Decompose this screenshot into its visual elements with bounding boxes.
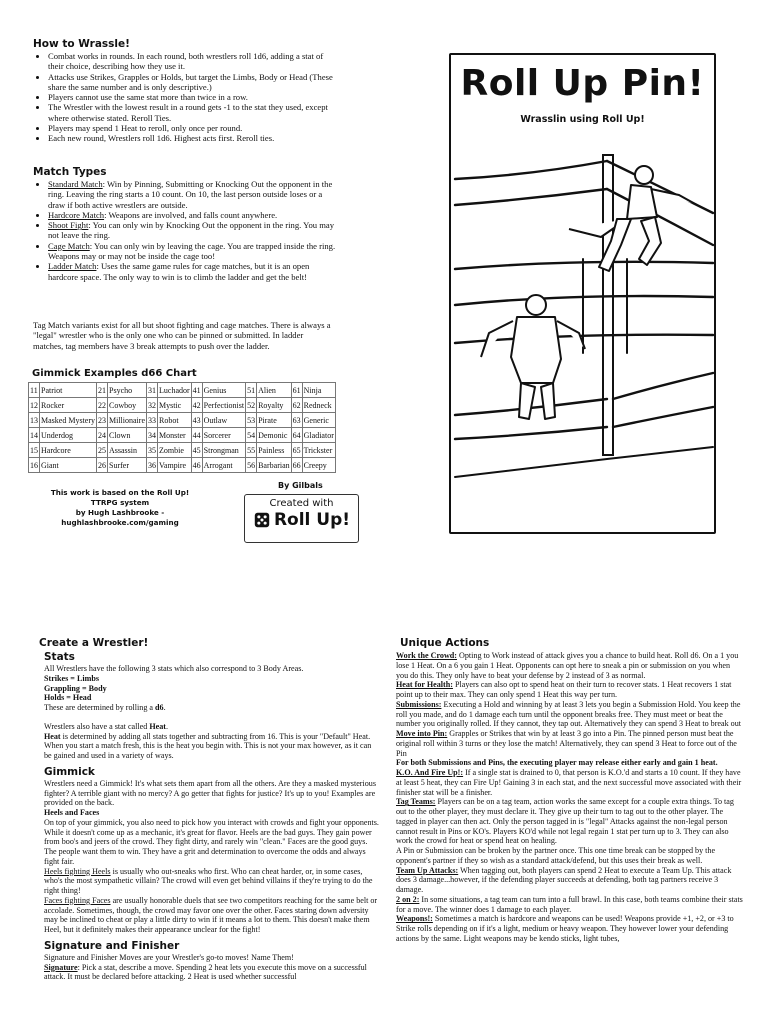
gimmick-roll-cell: 41 [191,383,202,398]
gimmick-name-cell: Gladiator [302,428,335,443]
gimmick-name-cell: Ninja [302,383,335,398]
gimmick-roll-cell: 14 [29,428,40,443]
stats-intro: All Wrestlers have the following 3 stats which also correspond to 3 Body Areas. [44,664,304,673]
gimmick-table [28,382,336,473]
gimmick-roll-cell: 26 [97,458,108,473]
signature-intro: Signature and Finisher Moves are your Wrestler's go-to moves! Name Them! [44,952,294,962]
match-types-section [33,166,340,282]
table-row [29,398,336,413]
table-row [29,428,336,443]
stat-line: Grappling = Body [44,683,107,693]
text: Wrestlers also have a stat called [44,721,150,731]
gimmick-roll-cell: 63 [291,413,302,428]
stat-line: Holds = Head [44,693,92,703]
text: . [163,703,166,712]
text: Signature [44,962,78,972]
create-title: Create a Wrestler! [39,637,149,649]
table-row [29,383,336,398]
gimmick-roll-cell: 46 [191,458,202,473]
gimmick-name-cell: Generic [302,413,335,428]
gimmick-roll-cell: 43 [191,413,202,428]
gimmick-chart [28,367,336,473]
match-desc: : You can only win by Knocking Out the opponent in the ring. You may not leave the ring. [48,220,334,241]
gimmick-roll-cell: 64 [291,428,302,443]
gimmick-name-cell: Giant [40,458,97,473]
list-item: • Players cannot use the same stat more than twice in a row. [48,92,340,102]
text: Heels fighting Heels [44,866,111,876]
gimmick-name-cell: Monster [158,428,192,443]
text: is determined by adding all stats together and subtracting from 16. This is your "Default" Heat. When you start a match fresh, this is the heat you begin with. This is not your max however, as it can be gained and used in a variety of ways. [44,731,372,760]
gimmick-name-cell: Millionaire [108,413,147,428]
gimmick-name-cell: Cowboy [108,398,147,413]
action-item [396,700,744,729]
wrestling-ring-illustration [451,147,714,527]
text: Heat [44,731,61,741]
action-label: Work the Crowd: [396,651,458,660]
gimmick-chart-title: Gimmick Examples d66 Chart [32,368,197,379]
how-to-list [33,51,340,144]
match-name: Hardcore Match [48,209,105,220]
gimmick-roll-cell: 12 [29,398,40,413]
gimmick-title: Gimmick [44,765,95,778]
gimmick-roll-cell: 13 [29,413,40,428]
created-with-label: Created with [269,498,334,509]
gimmick-name-cell: Strongman [202,443,245,458]
action-text: Opting to Work instead of attack gives you a chance to build heat. Roll d6. On a 1 you lose 1 Heat. On a 6 you gain 1 Heat. Opponents can opt here to sneak a pin or submission on you when you do this. They only have to beat your defense by 2 instead of 3 as normal. [396,651,739,680]
list-item [48,220,340,241]
gimmick-roll-cell: 35 [147,443,158,458]
list-item [48,210,340,220]
gimmick-roll-cell: 42 [191,398,202,413]
gimmick-name-cell: Trickster [302,443,335,458]
list-item: • The Wrestler with the lowest result in a round gets -1 to the stat they used, except where otherwise stated. Reroll Ties. [48,102,340,123]
gimmick-roll-cell: 23 [97,413,108,428]
list-item [48,241,340,262]
gimmick-roll-cell: 11 [29,383,40,398]
gimmick-name-cell: Mystic [158,398,192,413]
gimmick-name-cell: Barbarian [257,458,292,473]
gimmick-name-cell: Patriot [40,383,97,398]
gimmick-name-cell: Masked Mystery [40,413,97,428]
how-to-section [33,38,340,144]
match-name: Cage Match [48,240,90,251]
cover-subtitle: Wrasslin using Roll Up! [520,114,645,125]
unique-actions-title: Unique Actions [400,637,490,649]
heat-paragraph [44,732,379,761]
gimmick-name-cell: Luchador [158,383,192,398]
unique-actions-body [396,651,744,944]
action-item [396,768,744,797]
gimmick-roll-cell: 32 [147,398,158,413]
gimmick-name-cell: Vampire [158,458,192,473]
gimmick-roll-cell: 65 [291,443,302,458]
action-text: If a single stat is drained to 0, that person is K.O.'d and starts a 10 count. If they have at least 5 heat, they can Fire Up! Gaining 3 in each stat, and the next successful move associated with their finisher stat will be a finisher. [396,768,742,797]
faces-text: On top of your gimmick, you also need to pick how you interact with crowds and fight your opponents. While it doesn't come up as a mechanic, it's great for flavor. Heels are the bad guys. They gain power from boo's and jeers of the crowd. They fight dirty, and rarely win "clean." Faces are the good guys. The people want them to win. They have a grit and determination to overcome the odds and always fight fair. [44,817,379,866]
list-item: • Attacks use Strikes, Grapples or Holds, but target the Limbs, Body or Head (These share the same number and is only descriptive.) [48,72,340,93]
rollup-logo [245,510,358,530]
gimmick-name-cell: Hardcore [40,443,97,458]
list-item: • Each new round, Wrestlers roll 1d6. Highest acts first. Reroll ties. [48,133,340,143]
text: Faces fighting Faces [44,895,111,905]
credit-line: TTRPG system [90,498,150,507]
gimmick-name-cell: Perfectionist [202,398,245,413]
action-item [396,729,744,758]
gimmick-name-cell: Royalty [257,398,292,413]
how-to-title: How to Wrassle! [33,38,130,50]
gimmick-name-cell: Zombie [158,443,192,458]
gimmick-name-cell: Surfer [108,458,147,473]
gimmick-name-cell: Demonic [257,428,292,443]
credit-line: by Hugh Lashbrooke - [75,508,165,517]
gimmick-roll-cell: 56 [246,458,257,473]
match-desc: : You can only win by leaving the cage. You are trapped inside the ring. Weapons may or may not be inside the cage too! [48,240,336,262]
match-name: Ladder Match [48,261,97,272]
action-label: Tag Teams: [396,797,436,807]
text: Heat [149,721,166,731]
gimmick-roll-cell: 62 [291,398,302,413]
cover-title: Roll Up Pin! [460,63,705,104]
text: are usually honorable duels that see two competitors reaching for the same belt or accolade. Sometimes, though, the crowd may favor one over the other. Faces staring down adversity may be inclined to cheat or play a little dirty to win if it means a lot to them. This doesn't make them Heel, but it definitely makes their appearance unclear for the fight! [44,895,378,934]
match-types-list [33,179,340,282]
heat-intro [44,722,379,732]
text: These are determined by rolling a [44,703,156,712]
gimmick-name-cell: Outlaw [202,413,245,428]
table-row [29,413,336,428]
action-text: In some situations, a tag team can turn into a full brawl. In this case, both teams combine their stats for a move. The winner does 1 damage to each player. [396,894,743,914]
gimmick-name-cell: Arrogant [202,458,245,473]
action-text: When tagging out, both players can spend 2 Heat to execute a Team Up. This attack does 3 damage...however, if the defending player succeeds at defending, both tag partners receive 3 damage. [396,865,732,894]
action-label: Move into Pin: [396,729,448,738]
match-types-title: Match Types [33,166,107,178]
list-item [48,261,340,282]
gimmick-name-cell: Rocker [40,398,97,413]
gimmick-name-cell: Assassin [108,443,147,458]
list-item: • Players may spend 1 Heat to reroll, only once per round. [48,123,340,133]
faces-fight-paragraph [44,896,379,935]
action-label: Submissions: [396,699,442,709]
gimmick-name-cell: Creepy [302,458,335,473]
text: d6 [155,703,164,712]
gimmick-roll-cell: 66 [291,458,302,473]
action-label: Heat for Health: [396,680,453,690]
gimmick-roll-cell: 51 [246,383,257,398]
gimmick-roll-cell: 53 [246,413,257,428]
created-with-badge [244,494,359,543]
gimmick-roll-cell: 21 [97,383,108,398]
create-wrestler-section [39,637,379,982]
gimmick-roll-cell: 61 [291,383,302,398]
gimmick-name-cell: Clown [108,428,147,443]
gimmick-body [44,779,379,935]
tag-match-note: Tag Match variants exist for all but shoot fighting and cage matches. There is always a "legal" wrestler who is the only one who can be pinned or submitted. In ladder matches, tag members have 3 break attempts to push over the ladder. [33,320,331,351]
list-item [48,179,340,210]
gimmick-roll-cell: 24 [97,428,108,443]
action-label: 2 on 2: [396,894,420,904]
match-desc: : Win by Pinning, Submitting or Knocking Out the opponent in the ring. Leaving the ring starts a 10 count. On 10, the last person outside loses or a draw if both active wrestlers are outside. [48,179,333,210]
signature-title: Signature and Finisher [44,939,180,952]
action-text: Sometimes a match is hardcore and weapons can be used! Weapons provide +1, +2, or +3 to Strike rolls depending on if it's a light, medium or heavy weapon. They however lower your defending actions by the same. Light weapons may be kendo sticks, light tubes, [396,914,734,943]
gimmick-roll-cell: 16 [29,458,40,473]
gimmick-roll-cell: 31 [147,383,158,398]
gimmick-name-cell: Painless [257,443,292,458]
list-item: • Combat works in rounds. In each round, both wrestlers roll 1d6, adding a stat of their choice, describing how they use it. [48,51,340,72]
credit-block [40,488,200,528]
gimmick-name-cell: Redneck [302,398,335,413]
action-item [396,680,744,700]
stat-line: Strikes = Limbs [44,673,99,683]
table-row [29,458,336,473]
gimmick-roll-cell: 25 [97,443,108,458]
match-name: Standard Match [48,179,103,189]
action-item [396,797,744,846]
unique-actions-section [396,637,744,1024]
signature-paragraph [44,963,379,983]
stats-body [44,664,379,761]
action-item [396,866,744,895]
rollup-logo-text: Roll Up! [273,510,351,530]
table-row [29,443,336,458]
gimmick-name-cell: Alien [257,383,292,398]
gimmick-roll-cell: 36 [147,458,158,473]
action-item [396,914,744,943]
signature-body [44,953,379,982]
action-text: Players can be on a tag team, action works the same except for a couple extra things. To tag out to the other player, they must declare it. They give up their turn to tag out to the other player. The tagged in player can then act. Only the person tagged in is "legal" Attacks against the non-legal person cannot result in Pins or KO's. Players KO'd while not legal regain 1 stat per turn up to 3. They can also work the crowd for heat or spend heat on healing. [396,797,734,846]
faces-title: Heels and Faces [44,808,100,817]
action-item [396,651,744,680]
tag-break-note: A Pin or Submission can be broken by the partner once. This one time break can be stopped by the opponent's partner if they so wish as a standard attack/defend, but this uses their break as well. [396,846,716,865]
gimmick-roll-cell: 22 [97,398,108,413]
text: : Pick a stat, describe a move. Spending 2 heat lets you execute this move on a successful attack. It must be declared before attacking. 2 Heat is used whether successful [44,962,367,982]
stats-title: Stats [44,651,75,663]
action-text: Grapples or Strikes that win by at least 3 go into a Pin. The pinned person must beat the original roll within 3 turns or they lose the match! Alternatively, they can spend 3 Heat to force out of the Pin [396,729,737,758]
gimmick-text: Wrestlers need a Gimmick! It's what sets them apart from all the others. Are they a masked mysterious fighter? A terrible giant with no mercy? A go getter that fights for justice? It's up to you! Examples are provided on the back. [44,778,376,808]
credit-line: hughlashbrooke.com/gaming [61,518,179,527]
gimmick-roll-cell: 15 [29,443,40,458]
action-label: Team Up Attacks: [396,865,459,875]
gimmick-roll-cell: 52 [246,398,257,413]
gimmick-roll-cell: 44 [191,428,202,443]
stats-roll [44,703,379,713]
gimmick-name-cell: Genius [202,383,245,398]
dice-icon [253,511,271,529]
gimmick-roll-cell: 45 [191,443,202,458]
cover-panel [449,53,716,534]
gimmick-name-cell: Underdog [40,428,97,443]
gimmick-roll-cell: 54 [246,428,257,443]
action-item [396,895,744,915]
action-label: Weapons!: [396,914,433,924]
gimmick-name-cell: Psycho [108,383,147,398]
heels-paragraph [44,867,379,896]
text: is usually who out-sneaks who first. Who can cheat harder, or, in some cases, who's the most sympathetic villain? The crowd will even get behind villains if they're trying to do the right thing! [44,866,373,895]
match-name: Shoot Fight [48,220,89,231]
gimmick-name-cell: Pirate [257,413,292,428]
gimmick-roll-cell: 34 [147,428,158,443]
match-desc: : Uses the same game rules for cage matches, but it is an open hardcore space. The only way to win is to climb the ladder and get the belt! [48,261,310,282]
text: . [165,721,168,731]
gimmick-name-cell: Sorcerer [202,428,245,443]
author-line: By Gilbals [278,481,323,490]
action-text: Players can also opt to spend heat on their turn to recover stats. 1 Heat recovers 1 stat point up to their max. They can only spend 1 Heat this way per turn. [396,680,732,699]
credit-line: This work is based on the Roll Up! [50,488,190,497]
gimmick-name-cell: Robot [158,413,192,428]
action-text: Executing a Hold and winning by at least 3 lets you begin a Submission Hold. You keep the roll you made, and do 1 damage each turn until the opponent breaks free. They must meet or beat the number you originally rolled. If they cannot, they tap out. Alternatively they can spend 3 Heat to break out [396,699,742,729]
match-desc: : Weapons are involved, and falls count anywhere. [104,209,278,220]
action-label: K.O. And Fire Up!: [396,768,464,777]
gimmick-roll-cell: 33 [147,413,158,428]
gimmick-roll-cell: 55 [246,443,257,458]
release-note: For both Submissions and Pins, the executing player may release either early and gain 1 heat. [396,758,718,768]
